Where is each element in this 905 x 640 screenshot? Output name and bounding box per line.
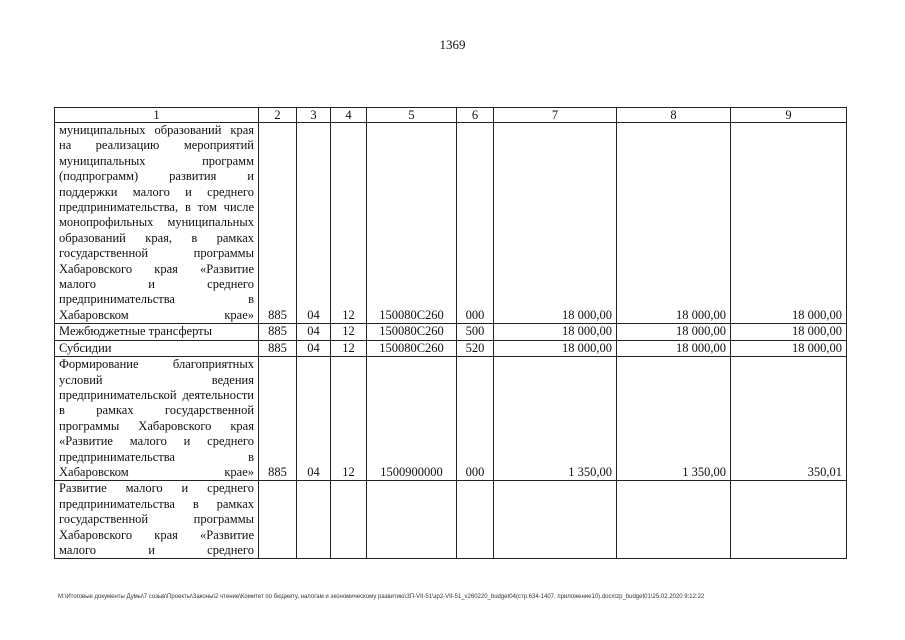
cell-ministry: 885: [259, 324, 297, 340]
cell-amount-7: [494, 481, 617, 559]
cell-subsection: [331, 481, 367, 559]
cell-target-article: [367, 481, 457, 559]
desc-line: развития и поддержки малого и: [59, 169, 254, 199]
header-cell-5: 5: [367, 108, 457, 123]
cell-target-article: 150080С260: [367, 340, 457, 356]
header-cell-6: 6: [457, 108, 494, 123]
desc-line: муниципальных образований: [59, 123, 222, 137]
cell-amount-8: 18 000,00: [617, 324, 731, 340]
desc-line: Хабаровского края «Развитие: [59, 527, 254, 542]
desc-line: мероприятий муниципальных: [59, 138, 254, 168]
cell-amount-9: 18 000,00: [731, 340, 847, 356]
cell-target-article: 1500900000: [367, 357, 457, 481]
desc-line: предпринимательства в: [59, 292, 254, 307]
cell-amount-9: 18 000,00: [731, 123, 847, 324]
cell-amount-9: 350,01: [731, 357, 847, 481]
cell-section: [297, 481, 331, 559]
cell-amount-7: 18 000,00: [494, 123, 617, 324]
desc-line: предпринимательской: [59, 387, 177, 402]
cell-amount-8: 18 000,00: [617, 123, 731, 324]
cell-ministry: [259, 481, 297, 559]
desc-line: Развитие малого и среднего: [59, 481, 254, 496]
row-description: [55, 324, 259, 340]
table-row: [55, 123, 847, 324]
desc-line: края, в рамках государственной: [59, 230, 254, 261]
cell-amount-8: 18 000,00: [617, 340, 731, 356]
desc-line: программ (подпрограмм): [59, 153, 254, 184]
cell-section: 04: [297, 123, 331, 324]
row-description: [55, 481, 259, 559]
desc-line: Формирование благоприятных: [59, 357, 254, 372]
page-number: 1369: [439, 37, 466, 52]
desc-line: предпринимательства в: [59, 449, 254, 464]
cell-expense-type: 000: [457, 123, 494, 324]
desc-line: Хабаровского края «Развитие: [59, 418, 254, 449]
cell-amount-7: 18 000,00: [494, 340, 617, 356]
desc-line: государственной программы: [59, 512, 254, 527]
cell-amount-7: 1 350,00: [494, 357, 617, 481]
header-cell-8: 8: [617, 108, 731, 123]
desc-line: малого и среднего: [59, 542, 254, 557]
row-description: [55, 357, 259, 481]
desc-line: государственной программы: [59, 403, 255, 433]
cell-target-article: 150080С260: [367, 324, 457, 340]
header-cell-1: 1: [55, 108, 259, 123]
header-cell-2: 2: [259, 108, 297, 123]
cell-ministry: 885: [259, 357, 297, 481]
cell-section: 04: [297, 324, 331, 340]
desc-line: Хабаровском крае»: [59, 464, 254, 479]
cell-expense-type: 000: [457, 357, 494, 481]
desc-line: предпринимательства в рамках: [59, 496, 254, 511]
table-row: [55, 357, 847, 481]
cell-subsection: 12: [331, 324, 367, 340]
cell-target-article: 150080С260: [367, 123, 457, 324]
row-description: [55, 123, 259, 324]
desc-line: муниципальных образований: [59, 215, 254, 245]
cell-subsection: 12: [331, 123, 367, 324]
desc-line: края на реализацию: [59, 123, 255, 153]
table-row: [55, 340, 847, 356]
cell-ministry: 885: [259, 123, 297, 324]
table-row: [55, 324, 847, 340]
budget-table: [54, 107, 847, 559]
cell-expense-type: [457, 481, 494, 559]
cell-subsection: 12: [331, 340, 367, 356]
cell-ministry: 885: [259, 340, 297, 356]
desc-line: программы Хабаровского края: [59, 246, 254, 276]
row-description: [55, 340, 259, 356]
cell-amount-7: 18 000,00: [494, 324, 617, 340]
cell-expense-type: 520: [457, 340, 494, 356]
desc-line: в том числе монопрофильных: [59, 200, 254, 230]
cell-section: 04: [297, 340, 331, 356]
header-cell-7: 7: [494, 108, 617, 123]
desc-line: Субсидии: [59, 340, 112, 355]
table-row: [55, 481, 847, 559]
cell-section: 04: [297, 357, 331, 481]
desc-line: Межбюджетные трансферты: [59, 324, 213, 339]
header-cell-3: 3: [297, 108, 331, 123]
cell-subsection: 12: [331, 357, 367, 481]
header-cell-4: 4: [331, 108, 367, 123]
header-row: [55, 108, 847, 123]
file-path-footer: M:\Итоговые документы Думы\7 созыв\Проекты\Законы\2 чтение\Комитет по бюджету, налогам и экономическому развитию\ЗП-VII-51\зр2-VII-51_v260220_budget04(стр.634-1407, приложение10).docx\zp_budget01\25.02.2020 9:12:22: [58, 594, 705, 600]
cell-amount-9: [731, 481, 847, 559]
desc-line: «Развитие малого и среднего: [59, 261, 254, 292]
cell-amount-8: 1 350,00: [617, 357, 731, 481]
desc-line: малого и среднего: [129, 434, 254, 449]
cell-amount-9: 18 000,00: [731, 324, 847, 340]
desc-line: условий ведения: [59, 372, 254, 387]
cell-expense-type: 500: [457, 324, 494, 340]
desc-line: деятельности в рамках: [59, 387, 254, 418]
cell-amount-8: [617, 481, 731, 559]
desc-line: Хабаровском крае»: [59, 307, 254, 322]
header-cell-9: 9: [731, 108, 847, 123]
desc-line: среднего предпринимательства,: [59, 184, 254, 215]
